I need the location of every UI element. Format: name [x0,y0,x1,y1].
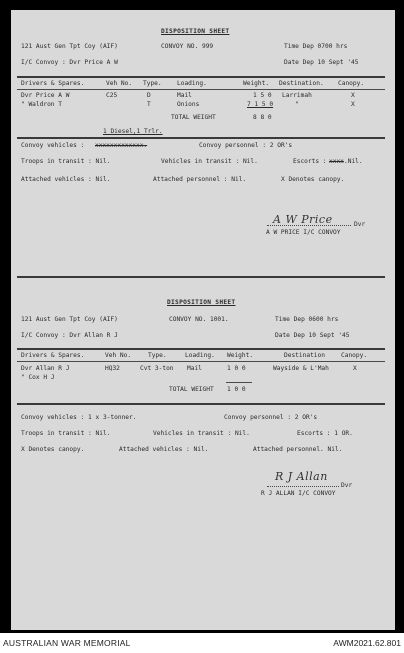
sheet2-header-loading: Loading. [185,352,215,359]
sheet1-sig-name: A W PRICE I/C CONVOY [266,229,341,236]
table-row-destination: Larrimah [282,92,312,99]
sheet1-convoy-no: CONVOY NO. 999 [161,43,214,50]
sheet1-canopy-note: X Denotes canopy. [281,176,345,183]
sheet1-total-label: TOTAL WEIGHT [171,114,216,121]
table-row-type: T [147,101,151,108]
sheet2-convoy-no: CONVOY NO. 1001. [169,316,229,323]
sheet1-vehicles-note: 1 Diesel,1 Trlr. [103,128,163,135]
footer-accession-number: AWM2021.62.801 [333,638,401,648]
table-row-destination: Wayside & L'Mah [273,365,329,372]
sheet2-sig-name: R J ALLAN I/C CONVOY [261,490,336,497]
table-row-weight: 1 5 0 [253,92,272,99]
sheet1-header-veh: Veh No. [106,80,133,87]
sheet1-header-canopy: Canopy. [338,80,365,87]
table-row-driver: " Waldron T [21,101,62,108]
sheet2-title: DISPOSITION SHEET [167,299,236,306]
sheet1-troops: Troops in transit : Nil. [21,158,111,165]
footer-institution: AUSTRALIAN WAR MEMORIAL [3,638,131,648]
table-row-destination: " [295,101,299,108]
sheet1-total-value: 8 8 0 [253,114,272,121]
sheet2-attached-personnel: Attached personnel. Nil. [253,446,343,453]
document-page [11,10,395,630]
sheet2-header-drivers: Drivers & Spares. [21,352,85,359]
sheet2-signature: R J Allan [275,470,328,483]
sheet1-unit: 121 Aust Gen Tpt Coy (AIF) [21,43,118,50]
sheet1-signature: A W Price [273,213,333,226]
table-row-weight: 7 1 5 0 [247,101,274,108]
sheet1-escorts-value: .Nil. [344,158,363,165]
sheet1-sig-dvr: Dvr [354,221,366,228]
archive-footer [0,633,404,653]
sheet2-header-canopy: Canopy. [341,352,368,359]
sheet1-ic-convoy: I/C Convoy : Dvr Price A W [21,59,118,66]
table-row-veh: C25 [106,92,118,99]
sheet2-escorts: Escorts : 1 OR. [297,430,353,437]
table-row-canopy: X [353,365,357,372]
sheet2-rule-top [17,348,385,350]
sheet2-header-destination: Destination [284,352,325,359]
sheet2-vehicles-transit: Vehicles in transit : Nil. [153,430,250,437]
sheet1-convoy-vehicles-struck: xxxxxxxxxxxxx. [95,142,148,149]
sheet2-convoy-personnel: Convoy personnel : 2 OR's [224,414,318,421]
sheet2-rule-header [17,361,385,362]
sheet2-convoy-vehicles: Convoy vehicles : 1 x 3-tonner. [21,414,137,421]
sheet1-attached-vehicles: Attached vehicles : Nil. [21,176,111,183]
table-row-canopy: X [351,92,355,99]
sheet1-attached-personnel: Attached personnel : Nil. [153,176,247,183]
sheet2-total-value: 1 0 0 [227,386,246,393]
sheet2-troops: Troops in transit : Nil. [21,430,111,437]
sheet1-time-dep: Time Dep 0700 hrs [284,43,348,50]
sheet2-date-dep: Date Dep 10 Sept '45 [275,332,350,339]
sheet1-vehicles-transit: Vehicles in transit : Nil. [161,158,258,165]
sheet1-header-drivers: Drivers & Spares. [21,80,85,87]
table-row-veh: HQ32 [105,365,120,372]
sheet1-convoy-vehicles-label: Convoy vehicles : [21,142,85,149]
sheet1-rule-mid [17,137,385,139]
sheet2-total-label: TOTAL WEIGHT [169,386,214,393]
sheet2-ic-convoy: I/C Convoy : Dvr Allan R J [21,332,118,339]
table-row-loading: Mail [187,365,202,372]
sheet2-weight-underline [226,382,252,383]
table-row-driver: Dvr Allan R J [21,365,70,372]
sheet2-canopy-note: X Denotes canopy. [21,446,85,453]
sheet1-header-weight: Weight. [243,80,270,87]
sheet1-header-type: Type. [143,80,162,87]
table-row-loading: Onions [177,101,200,108]
sheet2-sig-dvr: Dvr [341,482,353,489]
table-row-driver: " Cox H J [21,374,55,381]
sheet2-header-weight: Weight. [227,352,254,359]
sheet2-time-dep: Time Dep 0600 hrs [275,316,339,323]
sheet2-rule-mid [17,403,385,405]
sheet1-escorts-label: Escorts : [293,158,327,165]
table-row-type: D [147,92,151,99]
table-row-loading: Mail [177,92,192,99]
sheet1-rule-header [17,89,385,90]
sheet2-header-type: Type. [148,352,167,359]
sheet1-title: DISPOSITION SHEET [161,28,230,35]
sheet1-header-destination: Destination. [279,80,324,87]
sheet1-signature-line [267,225,351,226]
table-row-canopy: X [351,101,355,108]
table-row-driver: Dvr Price A W [21,92,70,99]
sheet1-convoy-personnel: Convoy personnel : 2 OR's [199,142,293,149]
sheet-separator [17,276,385,278]
sheet1-header-loading: Loading. [177,80,207,87]
table-row-weight: 1 0 0 [227,365,246,372]
sheet1-rule-top [17,76,385,78]
sheet2-unit: 121 Aust Gen Tpt Coy (AIF) [21,316,118,323]
sheet1-date-dep: Date Dep 10 Sept '45 [284,59,359,66]
sheet2-signature-line [267,486,339,487]
sheet2-header-veh: Veh No. [105,352,132,359]
sheet2-attached-vehicles: Attached vehicles : Nil. [119,446,209,453]
table-row-type: Cvt 3-ton [140,365,174,372]
sheet1-escorts-struck: xxxx [329,158,344,165]
